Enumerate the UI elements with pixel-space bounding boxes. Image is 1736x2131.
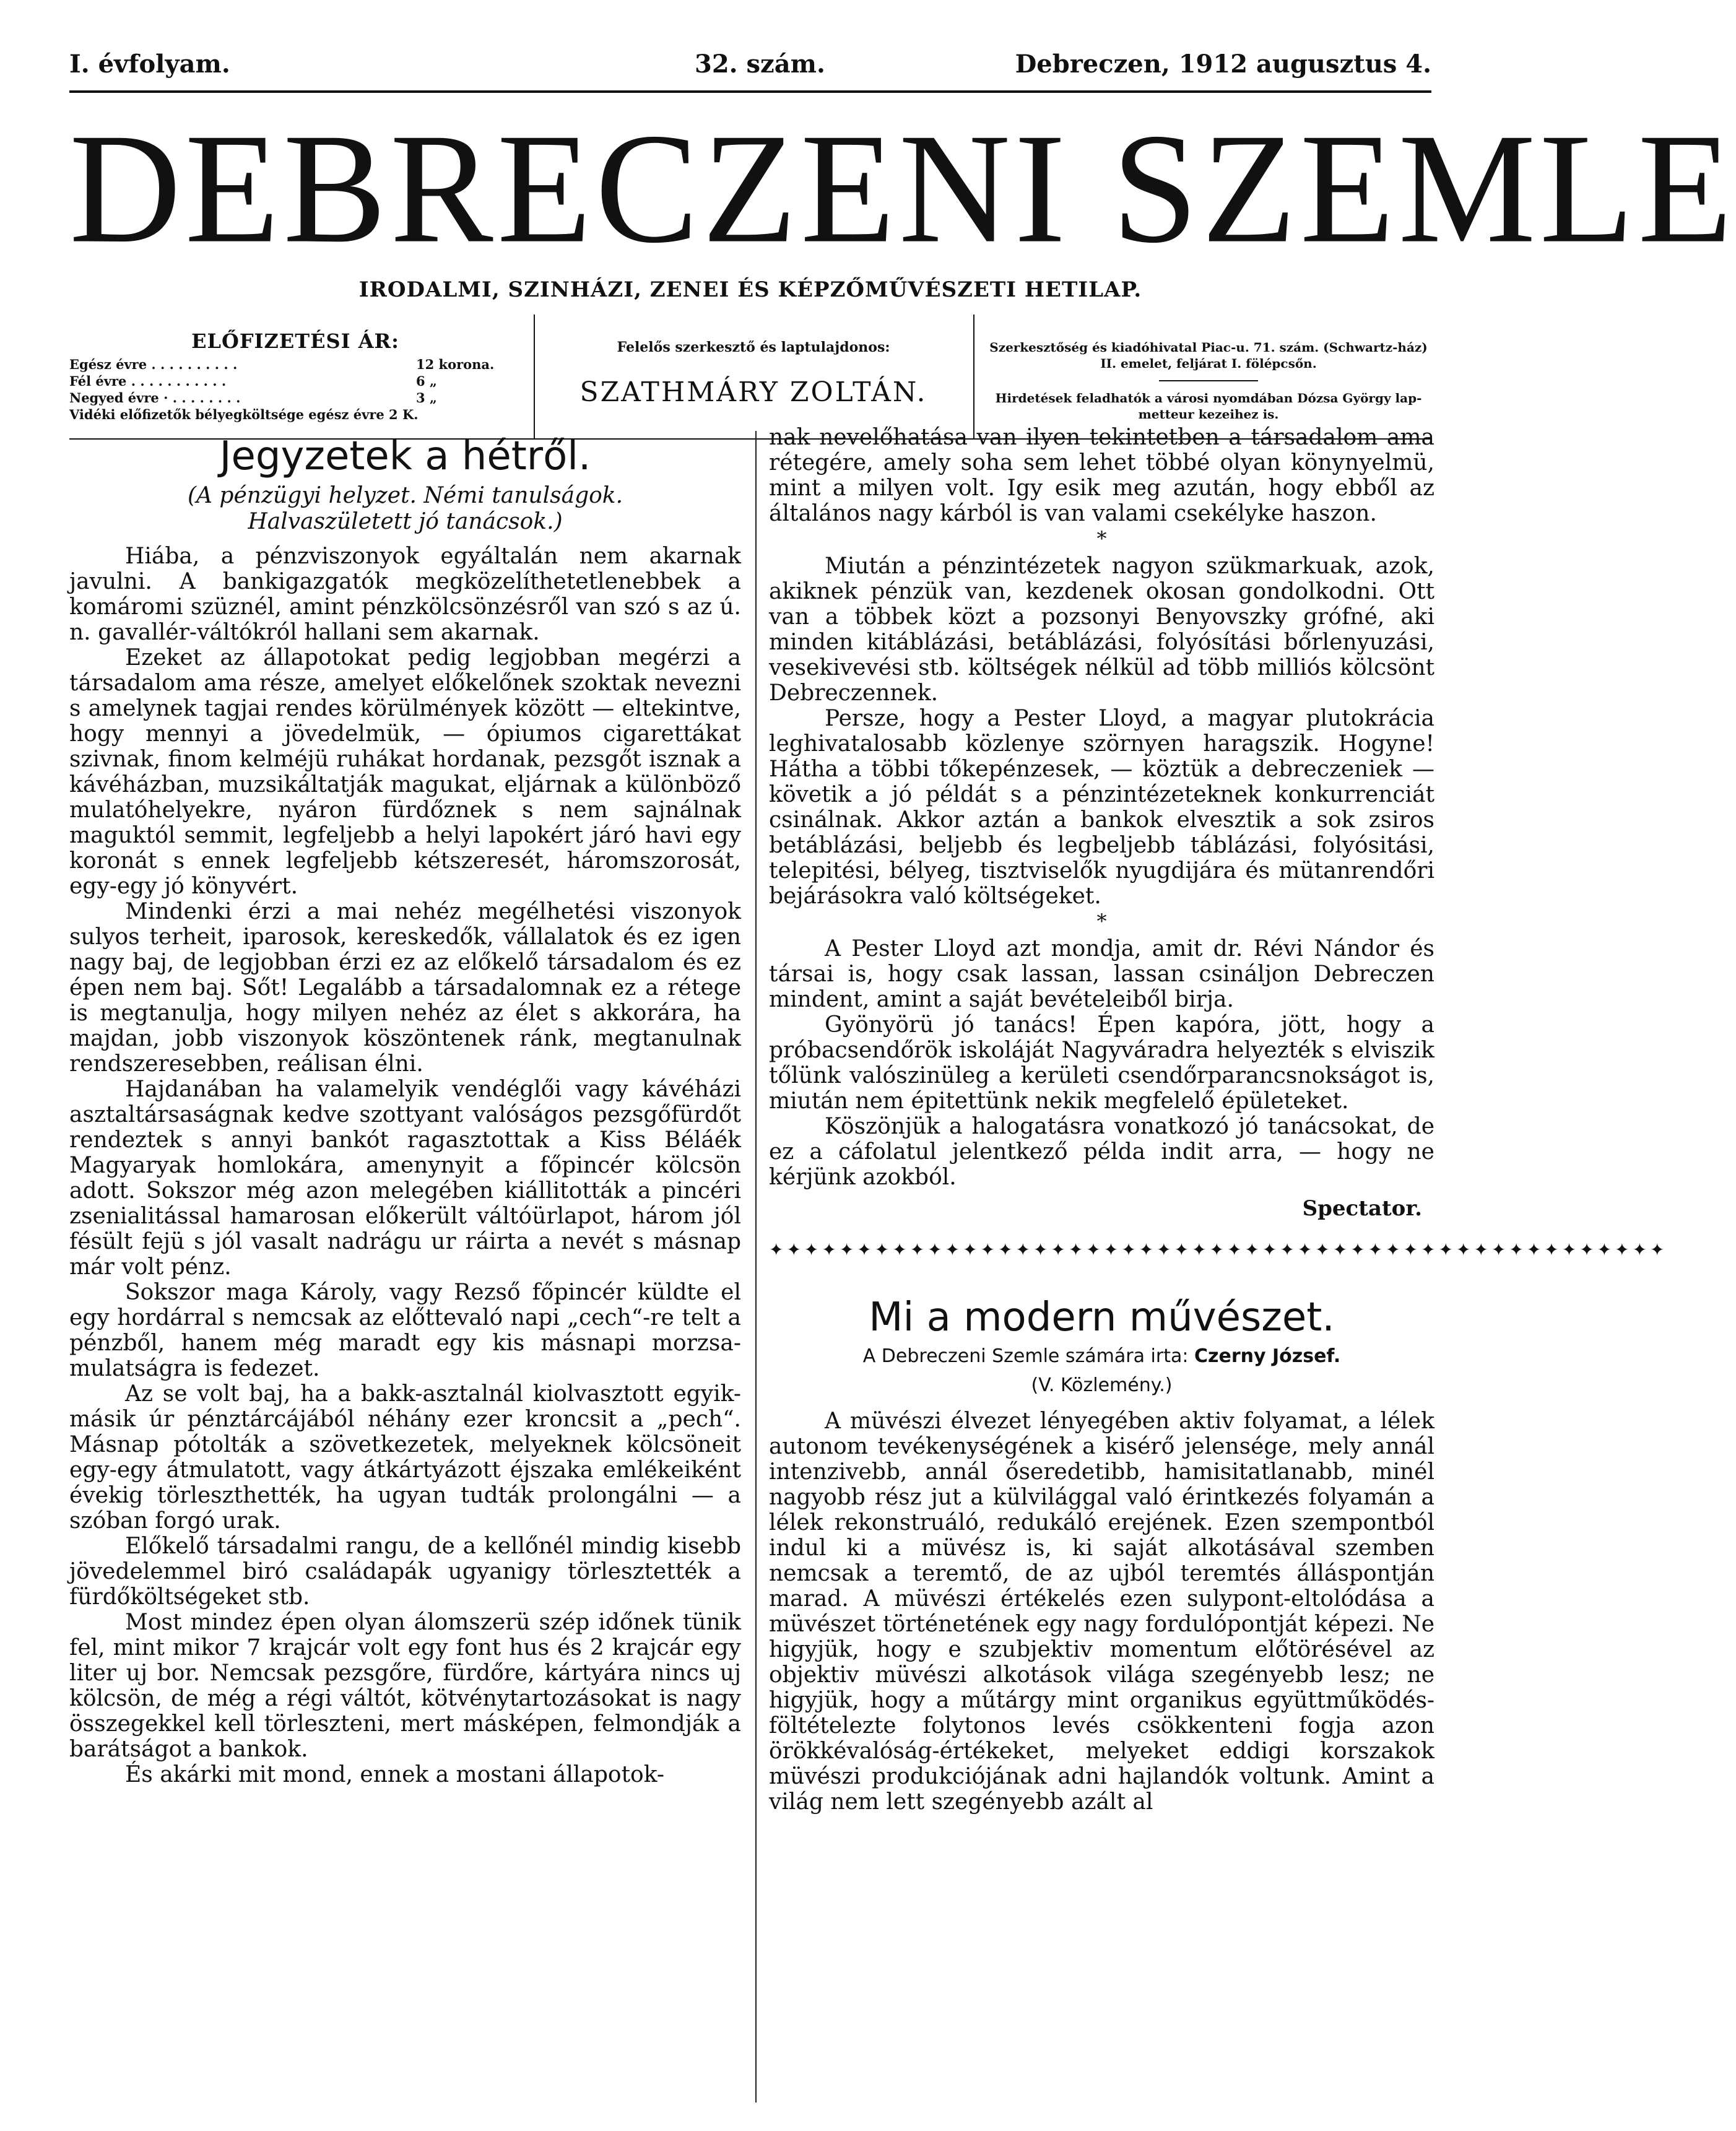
newspaper-page — [69, 37, 1736, 1815]
article2-byline — [769, 1345, 1434, 1367]
right-column — [769, 425, 1668, 1815]
article2-paragraph: A müvészi élvezet lényegében aktiv folyamat, a lélek autonom tevékenységének a kisérő jelensége, mely annál intenzivebb, annál őseredetibb, hamisitatlanabb, minél nagyobb rész jut a külvilággal való érintkezés folyamán a lélek rekonstruáló, redukáló erejének. Ezen szempontból indul ki a müvész is, ki saját alkotásával szemben nemcsak a teremtő, de az ujból teremtés álláspontján marad. A müvészi értékelés ezen sulypont-eltolódása a müvészet történetének egy nagy fordulópontját képezi. Ne higyjük, hogy e szubjektiv momentum előtörésével az objektiv müvészi alkotások világa szegényebb lesz; ne higyjük, hogy a műtárgy mint organikus együttműködés-föltételezte folytonos levés csökkenteni fogja azon örökkévalóság-értékeket, melyeket eddigi korszakok müvészi produkciójának adni hajlandók voltunk. Amint a világ nem lett szegényebb azált al — [769, 1408, 1434, 1815]
box-divider — [973, 315, 974, 438]
masthead-title: DEBRECZENI SZEMLE — [69, 101, 1736, 276]
article1-title: Jegyzetek a hétről. — [219, 433, 591, 479]
editor-name: SZATHMÁRY ZOLTÁN. — [579, 376, 927, 408]
place-date: Debreczen, 1912 augusztus 4. — [1015, 50, 1431, 79]
column-divider — [755, 431, 757, 2103]
article1-paragraph: Miután a pénzintézetek nagyon szükmarkuak, azok, akiknek pénzük van, kezdenek okosan gondolkodni. Ott van a többek közt a pozsonyi Benyovszky grófné, aki minden kitáblázási, betáblázási, folyósítási bőrlenyuzási, vesekivevési stb. költségek nélkül ad több milliós kölcsönt Debreczennek. — [769, 553, 1434, 706]
article-columns — [69, 425, 1668, 2109]
office-address: Szerkesztőség és kiadóhivatal Piac-u. 71. szám. (Schwartz-ház) II. emelet, feljárat I. fölépcsőn. — [989, 340, 1428, 371]
subscription-row: Fél évre . . . . . . . . . . . 6 „ — [69, 373, 438, 389]
article1-subtitle: (A pénzügyi helyzet. Némi tanulságok. Halvaszületett jó tanácsok.) — [187, 483, 623, 534]
article2-author: Czerny József. — [1194, 1345, 1341, 1367]
info-box — [69, 315, 1431, 438]
article1-paragraph: nak nevelőhatása van ilyen tekintetben a társadalom ama rétegére, amely soha sem lehet többé olyan könynyelmü, mint a milyen volt. Igy esik meg azután, hogy ebből az általános nagy kárból is van valami csekélyke haszon. — [769, 425, 1434, 526]
article1-paragraph: Gyönyörü jó tanács! Épen kapóra, jött, hogy a próbacsendőrök iskoláját Nagyváradra helyezték s elviszik tőlünk valószinüleg a kerületi csendőrparancsnokságot is, miután nem épitettünk nekik megfelelő épületeket. — [769, 1012, 1434, 1114]
volume-label: I. évfolyam. — [69, 50, 230, 79]
article1-paragraph: Sokszor maga Károly, vagy Rezső főpincér küldte el egy hordárral s nemcsak az előttevaló napi „cech“-re telt a pénzből, hanem még maradt egy kis másnapi morzsa-mulatságra is fedezet. — [69, 1280, 741, 1381]
article1-paragraph: Persze, hogy a Pester Lloyd, a magyar plutokrácia leghivatalosabb közlenye szörnyen haragszik. Hogyne! Hátha a többi tőkepénzesek, — köztük a debreczeniek — követik a jó példát s a pénzintézeteknek konkurrenciát csinálnak. Akkor aztán a bankok elvesztik a sok zsiros betáblázási, beljebb és legbeljebb táblázási, folyósitási, telepitési, bélyeg, tisztviselők nyugdijára és mütanrendőri bejárásokra való költségeket. — [769, 706, 1434, 909]
article1-paragraph: Az se volt baj, ha a bakk-asztalnál kiolvasztott egyik-másik úr pénztárcájából néhány ezer kroncsit a „pech“. Másnap pótolták a szövetkezetek, melyeknek kölcsöneit egy-egy átmulatott, vagy átkártyázott éjszaka emlékeiként évekig törleszthették, ha ugyan tudták prolongálni — a szóban forgó urak. — [69, 1381, 741, 1534]
article1-paragraph: Hajdanában ha valamelyik vendéglői vagy kávéházi asztaltársaságnak kedve szottyant valóságos pezsgőfürdőt rendeztek s annyi bankót ragasztottak a Kiss Béláék Magyaryak homlokára, amenynyit a főpincér kölcsön adott. Sokszor még azon melegében kiállitották a pincéri zsenialitással hamarosan előkerült váltóürlapot, három jól fésült fejü s jól vasalt nadrágu ur ráirta a nevét s másnap már volt pénz. — [69, 1077, 741, 1280]
ornament-divider: ✦✦✦✦✦✦✦✦✦✦✦✦✦✦✦✦✦✦✦✦✦✦✦✦✦✦✦✦✦✦✦✦✦✦✦✦✦✦✦✦✦✦✦✦✦✦✦✦✦✦✦ — [769, 1239, 1668, 1260]
article1-paragraph: És akárki mit mond, ennek a mostani állapotok- — [125, 1762, 665, 1787]
box-divider — [534, 315, 535, 438]
subscription-row: Negyed évre · . . . . . . . . 3 „ — [69, 390, 438, 406]
article2-part: (V. Közlemény.) — [1031, 1374, 1173, 1396]
article2-title: Mi a modern művészet. — [869, 1295, 1335, 1340]
section-star: * — [1096, 527, 1107, 550]
issue-number: 32. szám. — [695, 50, 825, 79]
editor-label: Felelős szerkesztő és laptulajdonos: — [617, 339, 890, 355]
left-column — [69, 425, 741, 1787]
article1-paragraph: Mindenki érzi a mai nehéz megélhetési viszonyok sulyos terheit, iparosok, kereskedők, vállalatok és ez igen nagy baj, de legjobban érzi ez az előkelő társadalom és ez épen nem baj. Sőt! Legalább a társadalomnak ez a rétege is megtanulja, hogy milyen nehéz az élet s akkorára, ha majdan, jobb viszonyok köszöntenek ránk, megtanulnak rendszeresebben, reálisan élni. — [69, 899, 741, 1077]
article1-paragraph: Hiába, a pénzviszonyok egyáltalán nem akarnak javulni. A bankigazgatók megközelíthetetlenebbek a komáromi szüznél, amint pénzkölcsönzésről van szó s az ú. n. gavallér-váltókról hallani sem akarnak. — [69, 544, 741, 645]
office-divider — [1159, 380, 1258, 381]
office-box — [986, 339, 1431, 422]
article1-signature: Spectator. — [1302, 1196, 1422, 1221]
subscription-box — [69, 329, 521, 423]
subscription-row: Egész évre . . . . . . . . . . 12 korona. — [69, 357, 495, 372]
article1-paragraph: A Pester Lloyd azt mondja, amit dr. Révi Nándor és társai is, hogy csak lassan, lassan csináljon Debreczen mindent, amint a saját bevételeiből birja. — [769, 936, 1434, 1012]
article1-paragraph: Előkelő társadalmi rangu, de a kellőnél mindig kisebb jövedelemmel biró családapák ugyanigy törlesztették a fürdőköltségeket stb. — [69, 1534, 741, 1610]
header-rule — [69, 90, 1431, 93]
byline-prefix: A Debreczeni Szemle számára irta: — [862, 1345, 1189, 1367]
subscription-heading: ELŐFIZETÉSI ÁR: — [191, 329, 399, 353]
editor-box — [546, 339, 961, 408]
section-star: * — [1096, 909, 1107, 933]
masthead-subtitle: IRODALMI, SZINHÁZI, ZENEI ÉS KÉPZŐMŰVÉSZETI HETILAP. — [358, 277, 1142, 302]
article1-paragraph: Most mindez épen olyan álomszerü szép időnek tünik fel, mint mikor 7 krajcár volt egy font hus és 2 krajcár egy liter uj bor. Nemcsak pezsgőre, fürdőre, kártyára nincs uj kölcsön, de még a régi váltót, kötvénytartozásokat is nagy összegekkel kell törleszteni, mert másképen, felmondják a barátságot a bankok. — [69, 1610, 741, 1762]
subscription-note: Vidéki előfizetők bélyegköltsége egész évre 2 K. — [69, 407, 419, 422]
article1-paragraph: Köszönjük a halogatásra vonatkozó jó tanácsokat, de ez a cáfolatul jelentkező példa indit arra, — hogy ne kérjünk azokból. — [769, 1114, 1434, 1190]
article1-paragraph: Ezeket az állapotokat pedig legjobban megérzi a társadalom ama része, amelyet előkelőnek szoktak nevezni s amelynek tagjai rendes körülmények között — eltekintve, hogy mennyi a jövedelmük, — ópiumos cigarettákat szivnak, finom kelméjü ruhákat hordanak, pezsgőt isznak a kávéházban, muzsikáltatják magukat, eljárnak a különböző mulatóhelyekre, nyáron fürdőznek s nem sajnálnak maguktól semmit, legfeljebb a helyi lapokért járó havi egy koronát s ennek legfeljebb kétszeresét, háromszorosát, egy-egy jó könyvért. — [69, 645, 741, 899]
header-strip — [69, 37, 1431, 90]
office-ads: Hirdetések feladhatók a városi nyomdában Dózsa György lap-metteur kezeihez is. — [995, 391, 1422, 422]
